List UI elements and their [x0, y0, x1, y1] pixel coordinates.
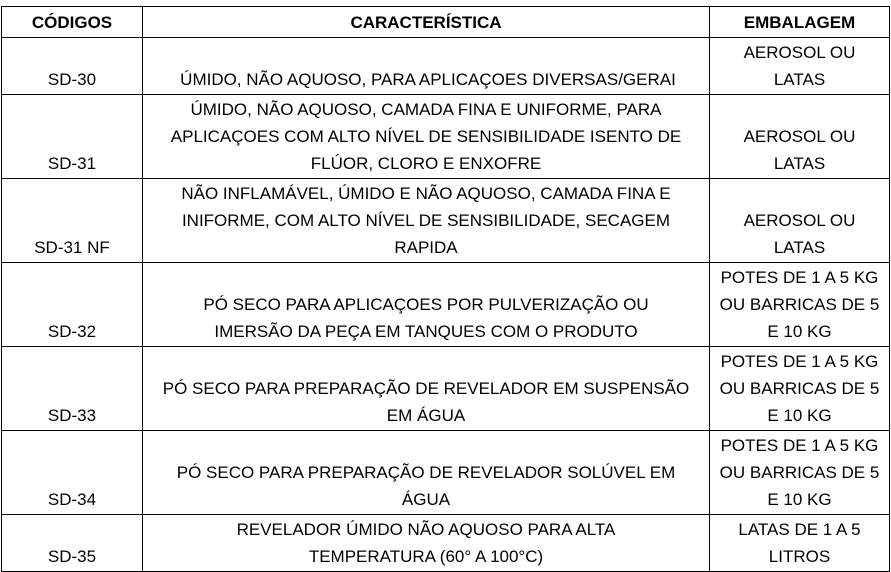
caracteristica-cell: PÓ SECO PARA PREPARAÇÃO DE REVELADOR SOLÚVEL EM ÁGUA	[143, 431, 710, 515]
codigo-cell: SD-31 NF	[2, 179, 143, 263]
caracteristica-cell: ÚMIDO, NÃO AQUOSO, PARA APLICAÇOES DIVERSAS/GERAI	[143, 38, 710, 95]
caracteristica-cell: ÚMIDO, NÃO AQUOSO, CAMADA FINA E UNIFORME, PARA APLICAÇOES COM ALTO NÍVEL DE SENSIBILIDADE ISENTO DE FLÚOR, CLORO E ENXOFRE	[143, 95, 710, 179]
table-row	[2, 38, 890, 95]
embalagem-cell: POTES DE 1 A 5 KG OU BARRICAS DE 5 E 10 KG	[710, 347, 890, 431]
codigo-cell: SD-32	[2, 263, 143, 347]
table-row	[2, 263, 890, 347]
table-row	[2, 95, 890, 179]
caracteristica-cell: PÓ SECO PARA PREPARAÇÃO DE REVELADOR EM SUSPENSÃO EM ÁGUA	[143, 347, 710, 431]
codigo-cell: SD-33	[2, 347, 143, 431]
caracteristica-cell: REVELADOR ÚMIDO NÃO AQUOSO PARA ALTA TEMPERATURA (60° A 100°C)	[143, 515, 710, 572]
table-row	[2, 179, 890, 263]
header-caracteristica: CARACTERÍSTICA	[143, 7, 710, 38]
codigo-cell: SD-35	[2, 515, 143, 572]
product-spec-table	[1, 6, 890, 572]
table-row	[2, 431, 890, 515]
header-embalagem: EMBALAGEM	[710, 7, 890, 38]
codigo-cell: SD-31	[2, 95, 143, 179]
table-row	[2, 347, 890, 431]
header-row	[2, 7, 890, 38]
embalagem-cell: LATAS DE 1 A 5 LITROS	[710, 515, 890, 572]
codigo-cell: SD-34	[2, 431, 143, 515]
table-row	[2, 515, 890, 572]
embalagem-cell: POTES DE 1 A 5 KG OU BARRICAS DE 5 E 10 KG	[710, 263, 890, 347]
embalagem-cell: POTES DE 1 A 5 KG OU BARRICAS DE 5 E 10 KG	[710, 431, 890, 515]
codigo-cell: SD-30	[2, 38, 143, 95]
embalagem-cell: AEROSOL OU LATAS	[710, 38, 890, 95]
embalagem-cell: AEROSOL OU LATAS	[710, 95, 890, 179]
caracteristica-cell: NÃO INFLAMÁVEL, ÚMIDO E NÃO AQUOSO, CAMADA FINA E INIFORME, COM ALTO NÍVEL DE SENSIBILIDADE, SECAGEM RAPIDA	[143, 179, 710, 263]
embalagem-cell: AEROSOL OU LATAS	[710, 179, 890, 263]
header-codigos: CÓDIGOS	[2, 7, 143, 38]
caracteristica-cell: PÓ SECO PARA APLICAÇOES POR PULVERIZAÇÃO OU IMERSÃO DA PEÇA EM TANQUES COM O PRODUTO	[143, 263, 710, 347]
